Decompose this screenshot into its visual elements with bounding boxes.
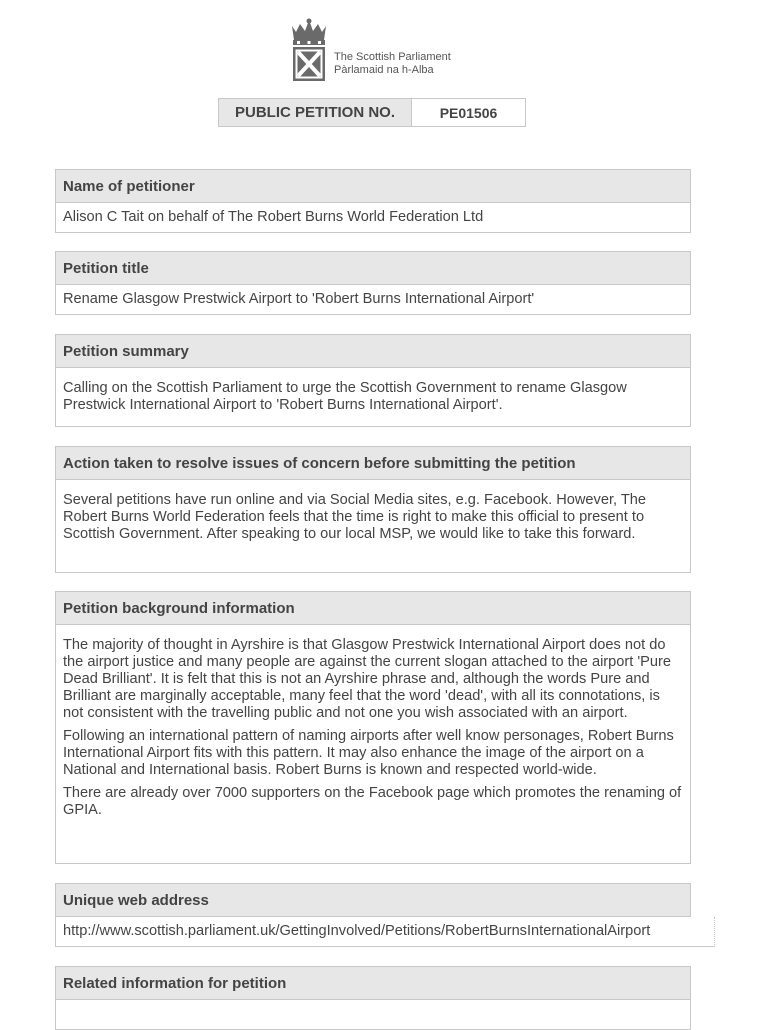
web-address-value: http://www.scottish.parliament.uk/GettingInvolved/Petitions/RobertBurnsInternationalAirport [55,917,715,947]
background-paragraph: Following an international pattern of naming airports after well know personages, Robert Burns International Airport fits with this pattern. It may also enhance the image of the airport on a National and International basis. Robert Burns is known and respected world-wide. [63,728,674,778]
section-petition-title [55,251,691,315]
petition-title-value: Rename Glasgow Prestwick Airport to 'Robert Burns International Airport' [55,285,691,315]
section-heading: Petition summary [55,334,691,368]
background-information-value [55,625,691,864]
action-taken-value: Several petitions have run online and via Social Media sites, e.g. Facebook. However, The Robert Burns World Federation feels that the time is right to make this official to present to Scottish Government. After speaking to our local MSP, we would like to take this forward. [55,480,691,573]
org-name [334,51,451,77]
section-related-information [55,966,691,1030]
org-name-english: The Scottish Parliament [334,51,451,63]
org-name-gaelic: Pàrlamaid na h-Alba [334,64,434,76]
section-web-address [55,883,691,947]
section-petition-summary [55,334,691,427]
petition-number-box [218,98,526,127]
section-background-information [55,591,691,864]
section-heading: Petition title [55,251,691,285]
background-paragraph: There are already over 7000 supporters on the Facebook page which promotes the renaming of GPIA. [63,785,682,818]
section-heading: Name of petitioner [55,169,691,203]
related-information-value [55,1000,691,1030]
background-paragraph: The majority of thought in Ayrshire is that Glasgow Prestwick International Airport does not do the airport justice and many people are against the current slogan attached to the airport 'Pure Dead Brilliant'. It is felt that this is not an Ayrshire phrase and, although the words Pure and Brilliant are marginally acceptable, many feel that the word 'dead', with all its connotations, is not consistent with the travelling public and not one you wish associated with an airport. [63,637,671,721]
section-petitioner-name [55,169,691,233]
petition-number-value: PE01506 [412,98,526,127]
parliament-logo [288,18,468,84]
section-heading: Related information for petition [55,966,691,1000]
section-heading: Unique web address [55,883,691,917]
crown-saltire-icon [288,18,330,84]
section-heading: Action taken to resolve issues of concern before submitting the petition [55,446,691,480]
section-heading: Petition background information [55,591,691,625]
petitioner-name-value: Alison C Tait on behalf of The Robert Burns World Federation Ltd [55,203,691,233]
section-action-taken [55,446,691,573]
petition-number-label: PUBLIC PETITION NO. [218,98,412,127]
petition-summary-value: Calling on the Scottish Parliament to urge the Scottish Government to rename Glasgow Prestwick International Airport to 'Robert Burns International Airport'. [55,368,691,427]
